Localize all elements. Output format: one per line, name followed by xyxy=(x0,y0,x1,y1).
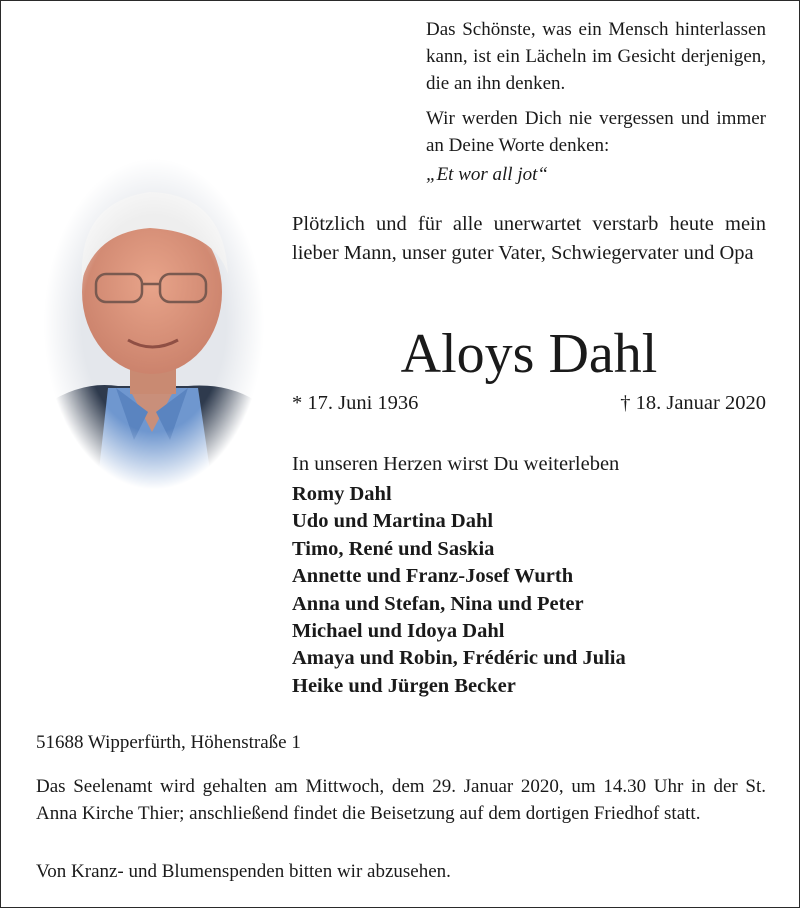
birth-date: * 17. Juni 1936 xyxy=(292,392,419,414)
family-address: 51688 Wipperfürth, Höhenstraße 1 xyxy=(36,732,301,753)
mourner-entry: Udo und Martina Dahl xyxy=(292,510,494,533)
mourner-entry: Timo, René und Saskia xyxy=(292,537,495,560)
mourners-list xyxy=(292,481,766,700)
mourner-entry: Michael und Idoya Dahl xyxy=(292,620,505,643)
quote-block xyxy=(426,16,766,196)
remembrance-line: In unseren Herzen wirst Du weiterleben xyxy=(292,453,620,475)
life-dates xyxy=(292,389,766,417)
mourner-entry: Heike und Jürgen Becker xyxy=(292,674,516,697)
quote-saying: „Et wor all jot“ xyxy=(426,164,548,185)
funeral-service-info: Das Seelenamt wird gehalten am Mittwoch, dem 29. Januar 2020, um 14.30 Uhr in der St. Anna Kirche Thier; anschließend findet die Beisetzung auf dem dortigen Friedhof statt. xyxy=(36,776,766,824)
mourner-entry: Romy Dahl xyxy=(292,483,392,505)
flowers-note: Von Kranz- und Blumenspenden bitten wir abzusehen. xyxy=(36,861,451,882)
death-date: † 18. Januar 2020 xyxy=(620,392,766,414)
portrait-photo xyxy=(38,150,270,498)
quote-text: Das Schönste, was ein Mensch hinterlassen kann, ist ein Lächeln im Gesicht derjenigen, die an ihn denken. xyxy=(426,19,766,94)
deceased-name: Aloys Dahl xyxy=(400,323,658,385)
quote-remembrance: Wir werden Dich nie vergessen und immer an Deine Worte denken: xyxy=(426,108,766,156)
death-announcement: Plötzlich und für alle unerwartet verstarb heute mein lieber Mann, unser guter Vater, Schwiegervater und Opa xyxy=(292,213,766,264)
mourner-entry: Annette und Franz-Josef Wurth xyxy=(292,565,574,588)
mourner-entry: Amaya und Robin, Frédéric und Julia xyxy=(292,647,626,670)
mourner-entry: Anna und Stefan, Nina und Peter xyxy=(292,592,584,615)
